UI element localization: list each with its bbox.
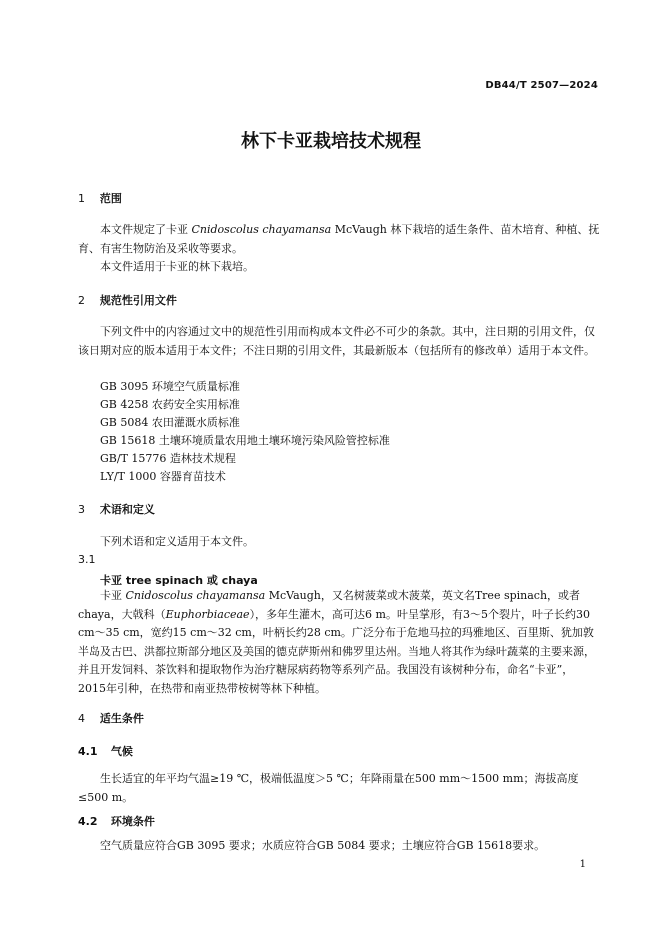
terms-intro: 下列术语和定义适用于本文件。: [100, 535, 254, 548]
term-number: 3.1: [78, 553, 96, 566]
family-name: Euphorbiaceae: [165, 607, 250, 621]
subsection-title: 气候: [110, 745, 133, 758]
normative-references-intro: 下列文件中的内容通过文中的规范性引用而构成本文件必不可少的条款。其中，注日期的引用文件，仅该日期对应的版本适用于本文件；不注日期的引用文件，其最新版本（包括所有的修改单）适用于本文件。: [78, 325, 595, 357]
standard-code: DB44/T 2507—2024: [485, 80, 598, 91]
subsection-4-1-heading: [78, 743, 133, 759]
scope-paragraph-1: 本文件规定了卡亚 Cnidoscolus chayamansa McVaugh 林下栽培的适生条件、苗木培育、种植、抚育、有害生物防治及采收等要求。: [78, 223, 600, 255]
section-number: 4: [78, 712, 85, 725]
latin-name: Cnidoscolus chayamansa: [125, 589, 266, 602]
environment-paragraph: 空气质量应符合GB 3095 要求；水质应符合GB 5084 要求；土壤应符合GB 15618要求。: [100, 839, 546, 852]
section-number: 1: [78, 192, 85, 205]
section-title: 规范性引用文件: [99, 294, 177, 307]
term-definition: 卡亚 Cnidoscolus chayamansa McVaugh，又名树菠菜或木菠菜，英文名Tree spinach，或者chaya，大戟科（Euphorbiaceae），多年生灌木，高可达6 m。叶呈掌形，有3～5个裂片，叶子长约30 cm～35 cm，宽约15 cm～32 cm，叶柄长约28 cm。广泛分布于危地马拉的玛雅地区、百里斯、犹加敦半岛及古巴、洪都拉斯部分地区及美国的德克萨斯州和佛罗里达州。当地人将其作为绿叶蔬菜的主要来源，并且开发饲料、茶饮料和提取物作为治疗糖尿病药物等系列产品。我国没有该树种分布，命名“卡亚”，2015年引种，在热带和南亚热带桉树等林下种植。: [78, 589, 595, 695]
subsection-number: 4.2: [78, 815, 98, 828]
section-3-heading: [78, 501, 155, 517]
page-number: 1: [579, 859, 586, 870]
term-name: 卡亚 tree spinach 或 chaya: [100, 574, 258, 587]
section-title: 范围: [99, 192, 122, 205]
subsection-title: 环境条件: [110, 815, 155, 828]
reference-item: LY/T 1000 容器育苗技术: [100, 470, 226, 483]
reference-item: GB 4258 农药安全实用标准: [100, 398, 240, 411]
section-number: 3: [78, 503, 85, 516]
document-title: 林下卡亚栽培技术规程: [241, 131, 421, 152]
climate-paragraph: 生长适宜的年平均气温≥19 ℃，极端低温度＞5 ℃；年降雨量在500 mm～1500 mm；海拔高度≤500 m。: [78, 772, 579, 804]
reference-item: GB 15618 土壤环境质量农用地土壤环境污染风险管控标准: [100, 434, 390, 447]
subsection-4-2-heading: [78, 813, 155, 829]
latin-name: Cnidoscolus chayamansa: [191, 223, 332, 236]
section-1-heading: [78, 190, 122, 206]
reference-item: GB 5084 农田灌溉水质标准: [100, 416, 240, 429]
section-4-heading: [78, 710, 144, 726]
reference-item: GB 3095 环境空气质量标准: [100, 380, 240, 393]
subsection-number: 4.1: [78, 745, 98, 758]
section-2-heading: [78, 292, 177, 308]
scope-paragraph-2: 本文件适用于卡亚的林下栽培。: [100, 260, 254, 273]
reference-item: GB/T 15776 造林技术规程: [100, 452, 236, 465]
section-number: 2: [78, 294, 85, 307]
section-title: 适生条件: [99, 712, 144, 725]
section-title: 术语和定义: [99, 503, 155, 516]
